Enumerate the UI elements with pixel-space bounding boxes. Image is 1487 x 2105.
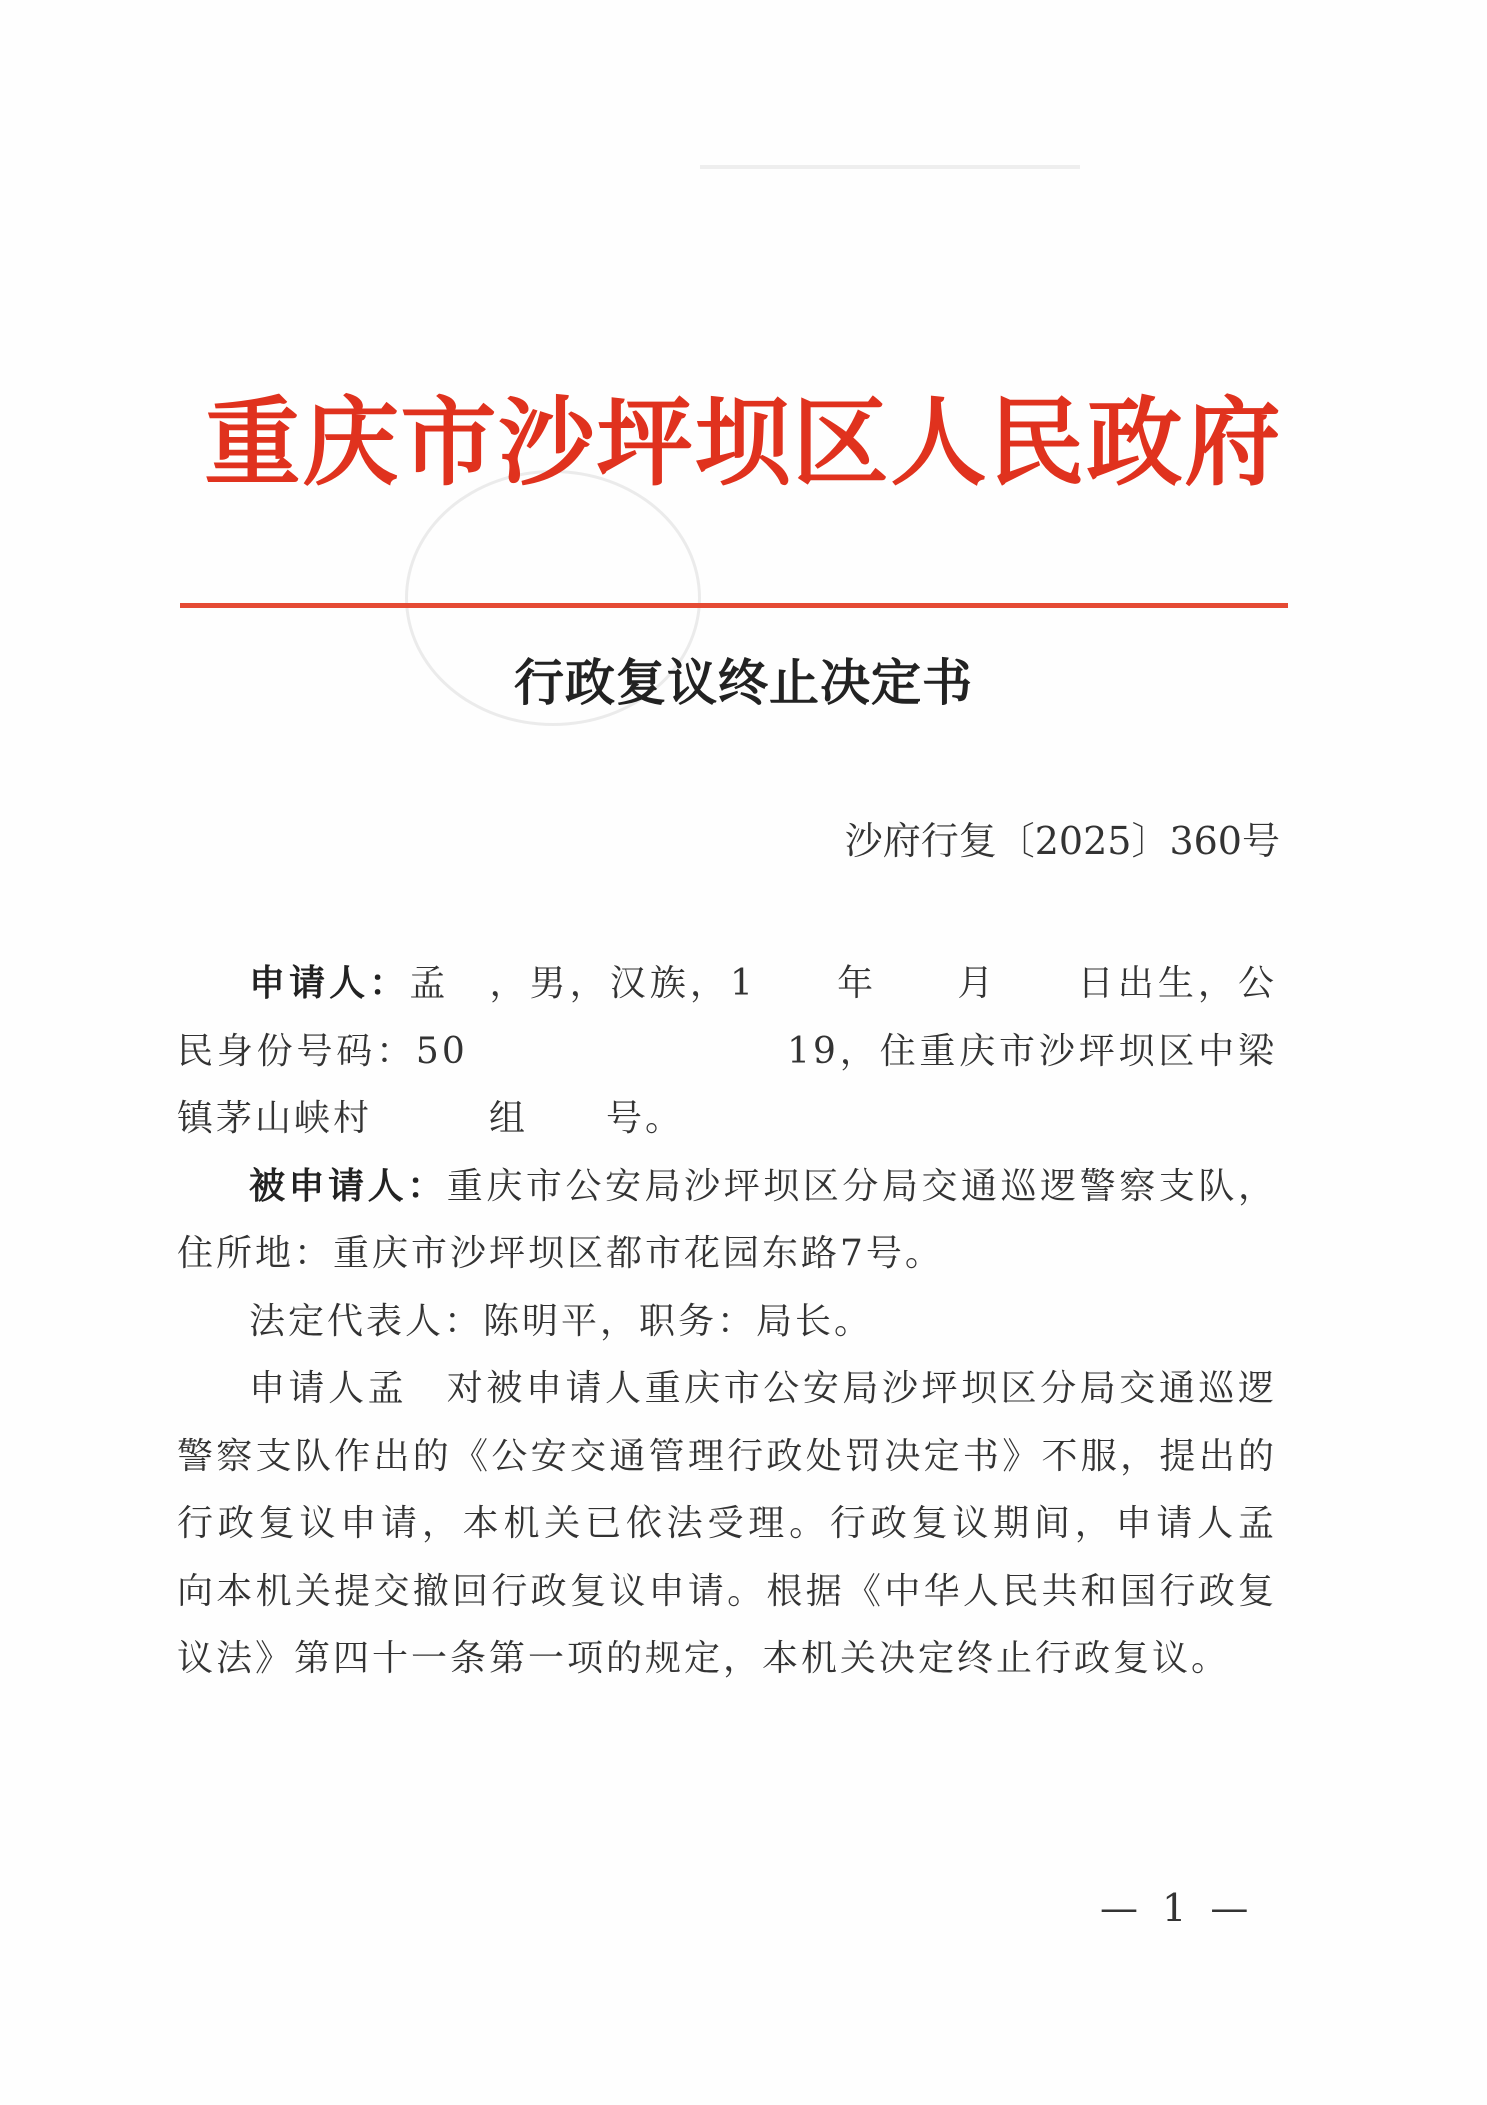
document-body [177,950,1317,1693]
respondent-details: 重庆市公安局沙坪坝区分局交通巡逻警察支队，住所地：重庆市沙坪坝区都市花园东路7号。 [177,1165,1277,1274]
respondent-label: 被申请人： [249,1164,447,1207]
applicant-label: 申请人： [249,962,410,1004]
page-number: — 1 — [1100,1886,1255,1930]
scan-artifact-line [700,165,1080,169]
red-divider-line [180,603,1288,608]
issuing-organization-header: 重庆市沙坪坝区人民政府 [204,386,1283,499]
document-number: 沙府行复〔2025〕360号 [844,819,1280,863]
respondent-paragraph [177,1153,1277,1288]
document-title: 行政复议终止决定书 [514,653,973,712]
applicant-details: 孟 ，男，汉族，1 年 月 日出生，公民身份号码：50 19，住重庆市沙坪坝区中梁镇茅山峡村 组 号。 [177,963,1277,1139]
legal-representative-paragraph: 法定代表人：陈明平，职务：局长。 [249,1300,874,1342]
applicant-paragraph [177,950,1277,1153]
decision-paragraph: 申请人孟 对被申请人重庆市公安局沙坪坝区分局交通巡逻警察支队作出的《公安交通管理行政处罚决定书》不服，提出的行政复议申请，本机关已依法受理。行政复议期间，申请人孟 向本机关提交撤回行政复议申请。根据《中华人民共和国行政复议法》第四十一条第一项的规定，本机关决定终止行政复议。 [177,1368,1317,1679]
